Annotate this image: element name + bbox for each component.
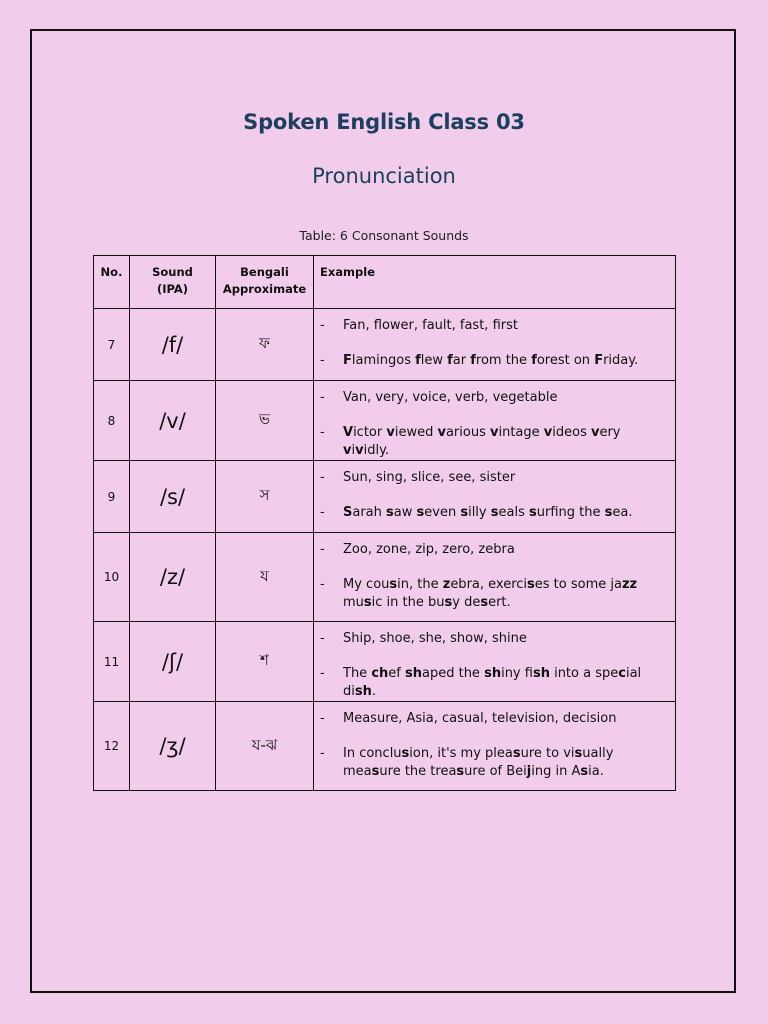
header-sound-line2: (IPA) — [156, 282, 189, 296]
list-dash: - — [320, 470, 325, 485]
table-caption: Table: 6 Consonant Sounds — [299, 228, 469, 243]
row-number: 10 — [94, 533, 130, 622]
example-words — [320, 389, 665, 407]
example-words-text: Ship, shoe, she, show, shine — [343, 631, 527, 646]
list-dash: - — [320, 577, 325, 592]
bengali-approximate: য — [216, 533, 314, 622]
row-number: 11 — [94, 622, 130, 702]
list-dash: - — [320, 631, 325, 646]
example-cell — [314, 309, 676, 381]
example-words-text: Zoo, zone, zip, zero, zebra — [343, 542, 515, 557]
ipa-symbol: /v/ — [130, 381, 216, 461]
header-bengali — [216, 256, 314, 309]
list-dash: - — [320, 542, 325, 557]
table-row — [94, 381, 676, 461]
row-number: 7 — [94, 309, 130, 381]
header-sound — [130, 256, 216, 309]
list-dash: - — [320, 746, 325, 761]
table-row — [94, 309, 676, 381]
consonant-table — [93, 255, 676, 791]
ipa-symbol: /ʃ/ — [130, 622, 216, 702]
header-no: No. — [94, 256, 130, 309]
example-sentence — [320, 352, 665, 370]
table-row — [94, 461, 676, 533]
example-sentence-text: Victor viewed various vintage videos very vividly. — [343, 425, 621, 458]
example-sentence — [320, 576, 665, 612]
list-dash: - — [320, 353, 325, 368]
list-dash: - — [320, 318, 325, 333]
table-row — [94, 622, 676, 702]
example-cell — [314, 461, 676, 533]
bengali-approximate: শ — [216, 622, 314, 702]
page-title: Spoken English Class 03 — [243, 110, 525, 134]
table-row — [94, 702, 676, 791]
example-sentence-text: My cousin, the zebra, exercises to some jazz music in the busy desert. — [343, 577, 638, 610]
example-sentence-text: Sarah saw seven silly seals surfing the sea. — [343, 505, 633, 520]
ipa-symbol: /ʒ/ — [130, 702, 216, 791]
list-dash: - — [320, 505, 325, 520]
table-header-row — [94, 256, 676, 309]
header-sound-line1: Sound — [152, 265, 193, 279]
ipa-symbol: /s/ — [130, 461, 216, 533]
example-words — [320, 710, 665, 728]
row-number: 9 — [94, 461, 130, 533]
example-cell — [314, 622, 676, 702]
example-words-text: Sun, sing, slice, see, sister — [343, 470, 516, 485]
list-dash: - — [320, 390, 325, 405]
example-sentence-text: Flamingos flew far from the forest on Friday. — [343, 353, 639, 368]
table-row — [94, 533, 676, 622]
ipa-symbol: /f/ — [130, 309, 216, 381]
header-bengali-line2: Approximate — [222, 282, 307, 296]
example-sentence-text: The chef shaped the shiny fish into a special dish. — [343, 666, 642, 699]
bengali-approximate: ভ — [216, 381, 314, 461]
example-words — [320, 469, 665, 487]
bengali-approximate: য-ঝ — [216, 702, 314, 791]
example-cell — [314, 381, 676, 461]
page-subtitle: Pronunciation — [312, 164, 456, 188]
bengali-approximate: ফ — [216, 309, 314, 381]
example-sentence-text: In conclusion, it's my pleasure to visually measure the treasure of Beijing in Asia. — [343, 746, 614, 779]
example-words — [320, 541, 665, 559]
row-number: 12 — [94, 702, 130, 791]
example-sentence — [320, 745, 665, 781]
example-cell — [314, 533, 676, 622]
header-example: Example — [314, 256, 676, 309]
list-dash: - — [320, 666, 325, 681]
row-number: 8 — [94, 381, 130, 461]
list-dash: - — [320, 425, 325, 440]
list-dash: - — [320, 711, 325, 726]
example-sentence — [320, 424, 665, 460]
example-words — [320, 317, 665, 335]
ipa-symbol: /z/ — [130, 533, 216, 622]
example-words-text: Van, very, voice, verb, vegetable — [343, 390, 558, 405]
example-words — [320, 630, 665, 648]
example-words-text: Measure, Asia, casual, television, decision — [343, 711, 617, 726]
header-bengali-line1: Bengali — [240, 265, 289, 279]
bengali-approximate: স — [216, 461, 314, 533]
example-words-text: Fan, flower, fault, fast, first — [343, 318, 518, 333]
example-sentence — [320, 504, 665, 522]
example-sentence — [320, 665, 665, 701]
example-cell — [314, 702, 676, 791]
